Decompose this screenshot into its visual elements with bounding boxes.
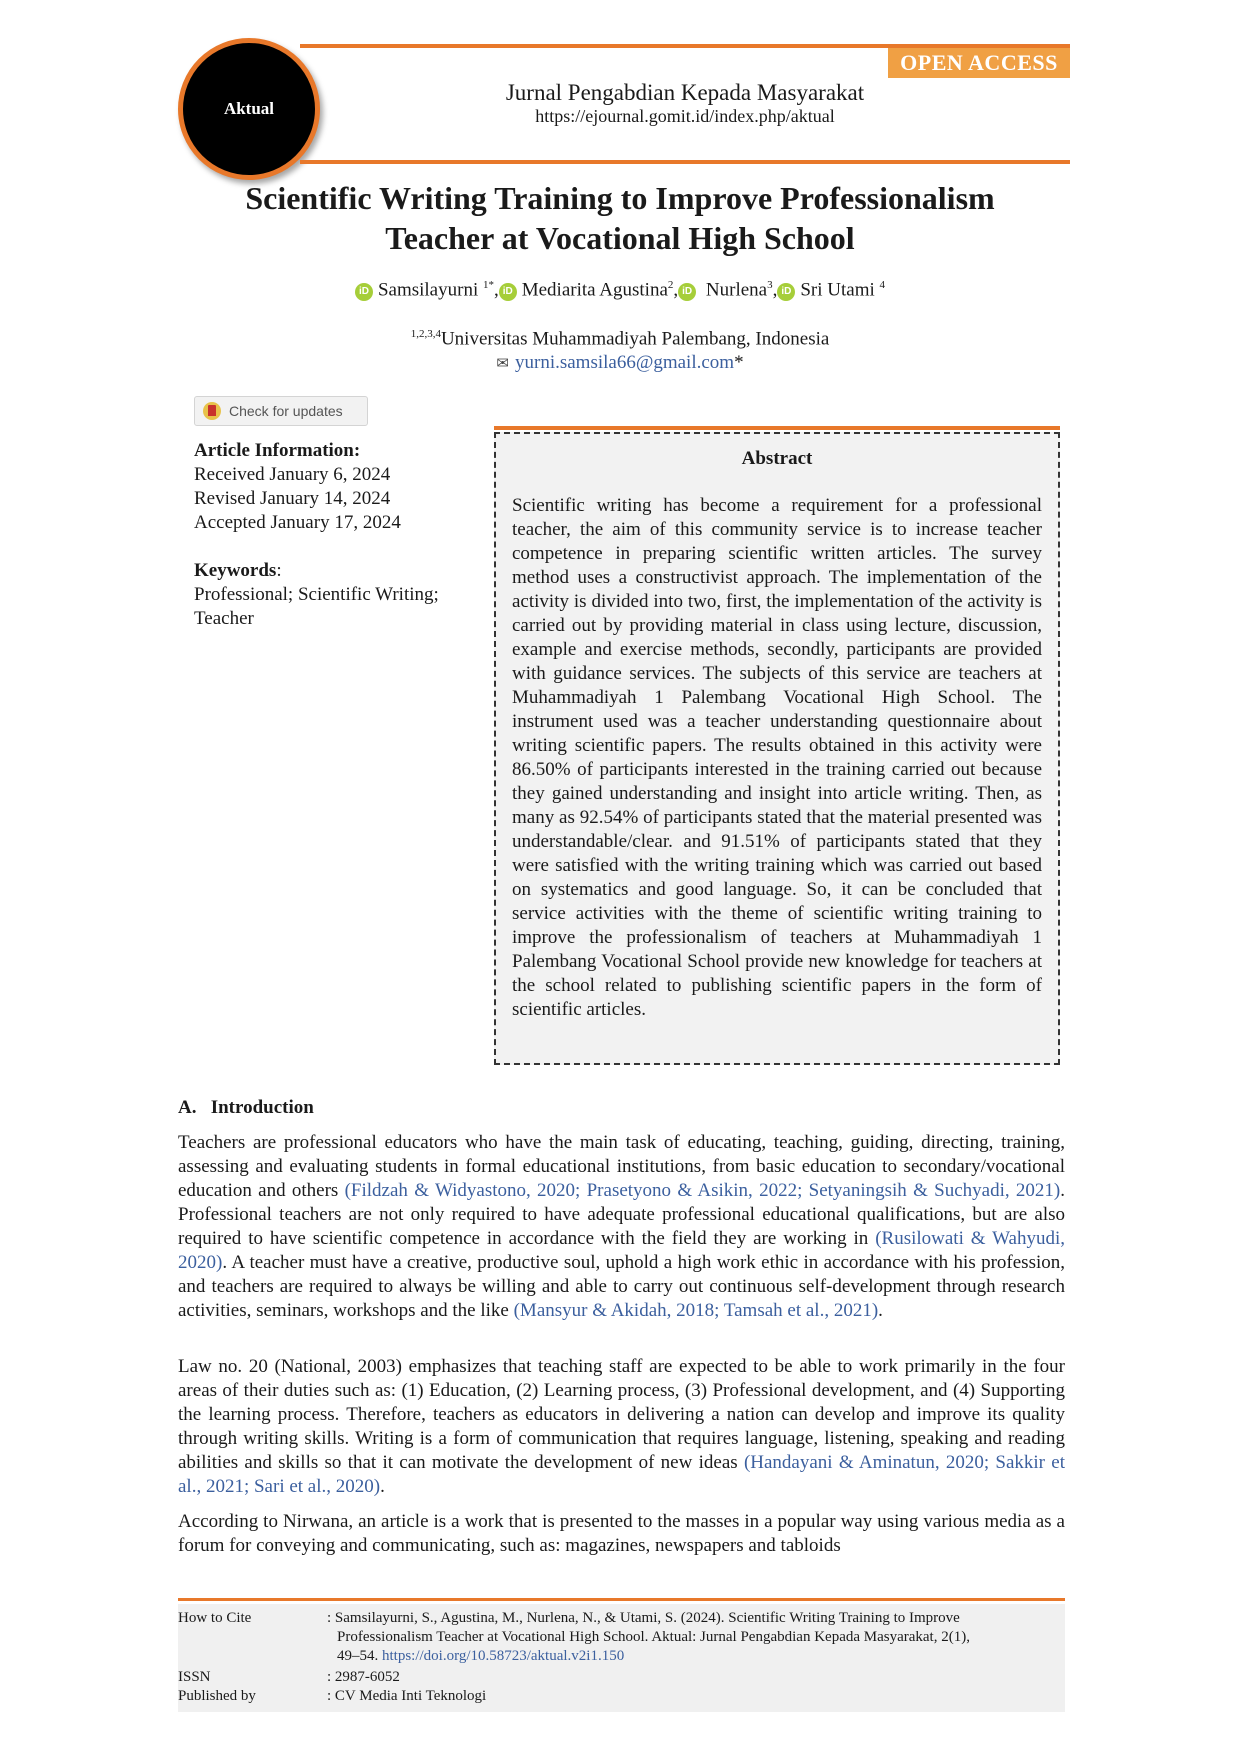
author-affil-mark: 2 xyxy=(667,279,674,291)
corresponding-email xyxy=(180,352,1060,374)
paper-title-line2: Teacher at Vocational High School xyxy=(385,220,855,256)
issn-value: : 2987-6052 xyxy=(327,1669,400,1685)
author-name: Mediarita Agustina xyxy=(521,279,668,301)
citation-link[interactable]: (Handayani & Aminatun, 2020; Sakkir et al., 2021; Sari et al., 2020) xyxy=(178,1452,1065,1497)
paragraph-text: . xyxy=(380,1476,385,1497)
revised-date: Revised January 14, 2024 xyxy=(194,488,391,509)
author-affil-mark: 4 xyxy=(879,279,886,291)
keywords-line2: Teacher xyxy=(194,608,254,629)
affiliation-text: Universitas Muhammadiyah Palembang, Indonesia xyxy=(440,328,830,350)
orcid-icon[interactable]: iD xyxy=(355,283,373,301)
author-name: Samsilayurni xyxy=(377,279,479,301)
how-to-cite-line2: Professionalism Teacher at Vocational High School. Aktual: Jurnal Pengabdian Kepada Masyarakat, 2(1), xyxy=(337,1629,970,1645)
paper-title-line1: Scientific Writing Training to Improve Professionalism xyxy=(245,180,995,216)
intro-paragraph-2 xyxy=(178,1355,1065,1499)
abstract-text: Scientific writing has become a requirement for a professional teacher, the aim of this community service is to increase teacher competence in preparing scientific written articles. The survey method uses a constructivist approach. The implementation of the activity is divided into two, first, the implementation of the activity is carried out by providing material in class using lecture, discussion, example and exercise methods, secondly, participants are provided with guidance services. The subjects of this service are teachers at Muhammadiyah 1 Palembang Vocational High School. The instrument used was a teacher understanding questionnaire about writing scientific papers. The results obtained in this activity were 86.50% of participants interested in the training carried out because they gained understanding and insight into article writing. Then, as many as 92.54% of participants stated that the material presented was understandable/clear. and 91.51% of participants stated that they were satisfied with the writing training which was carried out based on systematics and good language. So, it can be concluded that service activities with the theme of scientific writing training to improve the professionalism of teachers at Muhammadiyah 1 Palembang Vocational School provide new knowledge for teachers at the school related to publishing scientific papers in the form of scientific articles. xyxy=(512,495,1042,1020)
author-affil-mark: 1* xyxy=(482,279,494,291)
paper-title xyxy=(180,178,1060,258)
article-information xyxy=(194,439,484,535)
affiliation-mark: 1,2,3,4 xyxy=(410,328,441,340)
paragraph-text: . xyxy=(878,1300,883,1321)
affiliation xyxy=(180,328,1060,350)
author-affil-mark: 3 xyxy=(767,279,773,291)
check-for-updates-label: Check for updates xyxy=(229,403,343,419)
how-to-cite-line1: : Samsilayurni, S., Agustina, M., Nurlena, N., & Utami, S. (2024). Scientific Writing Training to Improve xyxy=(327,1610,960,1626)
journal-logo xyxy=(178,38,320,180)
keywords-block: Keywords: Professional; Scientific Writing; Teacher xyxy=(194,559,484,631)
issn-label: ISSN xyxy=(178,1669,211,1685)
abstract-heading: Abstract xyxy=(741,448,813,469)
section-heading-introduction: A. Introduction xyxy=(178,1097,314,1118)
check-for-updates-button[interactable] xyxy=(194,396,368,426)
paragraph-text: Law no. 20 (National, 2003) emphasizes that teaching staff are expected to be able to work primarily in the four areas of their duties such as: (1) Education, (2) Learning process, (3) Professional development, and (4) Supporting the learning process. Therefore, teachers as educators in delivering a nation can develop and improve its quality through writing skills. Writing is a form of communication that requires language, listening, speaking and reading abilities and skills so that it can motivate the development of new ideas xyxy=(178,1356,1065,1473)
accepted-date: Accepted January 17, 2024 xyxy=(194,512,401,533)
abstract-top-rule xyxy=(494,426,1060,430)
open-access-badge xyxy=(888,48,1070,78)
journal-url[interactable]: https://ejournal.gomit.id/index.php/aktual xyxy=(535,106,835,126)
email-star: * xyxy=(734,352,744,373)
author-name: Nurlena xyxy=(705,279,768,301)
intro-paragraph-1 xyxy=(178,1131,1065,1323)
keywords-heading: Keywords xyxy=(194,560,277,581)
orcid-icon[interactable]: iD xyxy=(678,283,696,301)
publisher-value: : CV Media Inti Teknologi xyxy=(327,1688,487,1704)
footer-rule xyxy=(178,1598,1065,1601)
orcid-icon[interactable]: iD xyxy=(499,283,517,301)
author-name: Sri Utami xyxy=(800,279,875,301)
article-info-heading: Article Information: xyxy=(194,440,361,461)
mail-icon: ✉ xyxy=(496,356,509,372)
email-link[interactable]: yurni.samsila66@gmail.com xyxy=(515,352,735,373)
journal-name: Jurnal Pengabdian Kepada Masyarakat xyxy=(505,80,865,105)
citation-link[interactable]: (Mansyur & Akidah, 2018; Tamsah et al., 2021) xyxy=(513,1300,879,1321)
journal-logo-text: Aktual xyxy=(223,99,275,118)
citation-link[interactable]: (Fildzah & Widyastono, 2020; Prasetyono & Asikin, 2022; Setyaningsih & Suchyadi, 2021) xyxy=(344,1180,1061,1201)
citation-link[interactable]: (Rusilowati & Wahyudi, 2020) xyxy=(178,1228,1065,1273)
paragraph-text: . A teacher must have a creative, productive soul, uphold a high work ethic in accordance with his profession, and teachers are required to always be willing and able to carry out continuous self-development through research activities, seminars, workshops and the like xyxy=(178,1252,1065,1321)
abstract-box xyxy=(494,432,1060,1065)
open-access-label: OPEN ACCESS xyxy=(900,50,1058,75)
intro-paragraph-3: According to Nirwana, an article is a work that is presented to the masses in a popular way using various media as a forum for conveying and communicating, such as: magazines, newspapers and tabloids xyxy=(178,1511,1065,1556)
paragraph-text: . Professional teachers are not only required to have adequate professional educational qualifications, but are also required to have scientific competence in accordance with the field they are working in xyxy=(178,1180,1065,1249)
header-bottom-rule xyxy=(300,160,1070,164)
author-list: iD Samsilayurni $^{1*}$, iD Mediarita Agustina$^2$, iD Nurlena$^3$, iD Sri Utami $^4$ xyxy=(180,279,1060,301)
keywords-line1: Professional; Scientific Writing; xyxy=(194,584,439,605)
received-date: Received January 6, 2024 xyxy=(194,464,391,485)
citation-pages: 49–54. xyxy=(337,1648,382,1664)
orcid-icon[interactable]: iD xyxy=(777,283,795,301)
publisher-label: Published by xyxy=(178,1688,256,1704)
paragraph-text: Teachers are professional educators who have the main task of educating, teaching, guiding, directing, training, assessing and evaluating students in formal educational institutions, from basic education to secondary/vocational education and others xyxy=(178,1132,1065,1201)
bookmark-icon xyxy=(203,402,221,420)
how-to-cite-label: How to Cite xyxy=(178,1610,252,1626)
doi-link[interactable]: https://doi.org/10.58723/aktual.v2i1.150 xyxy=(382,1648,625,1664)
how-to-cite-line3 xyxy=(337,1647,1057,1666)
